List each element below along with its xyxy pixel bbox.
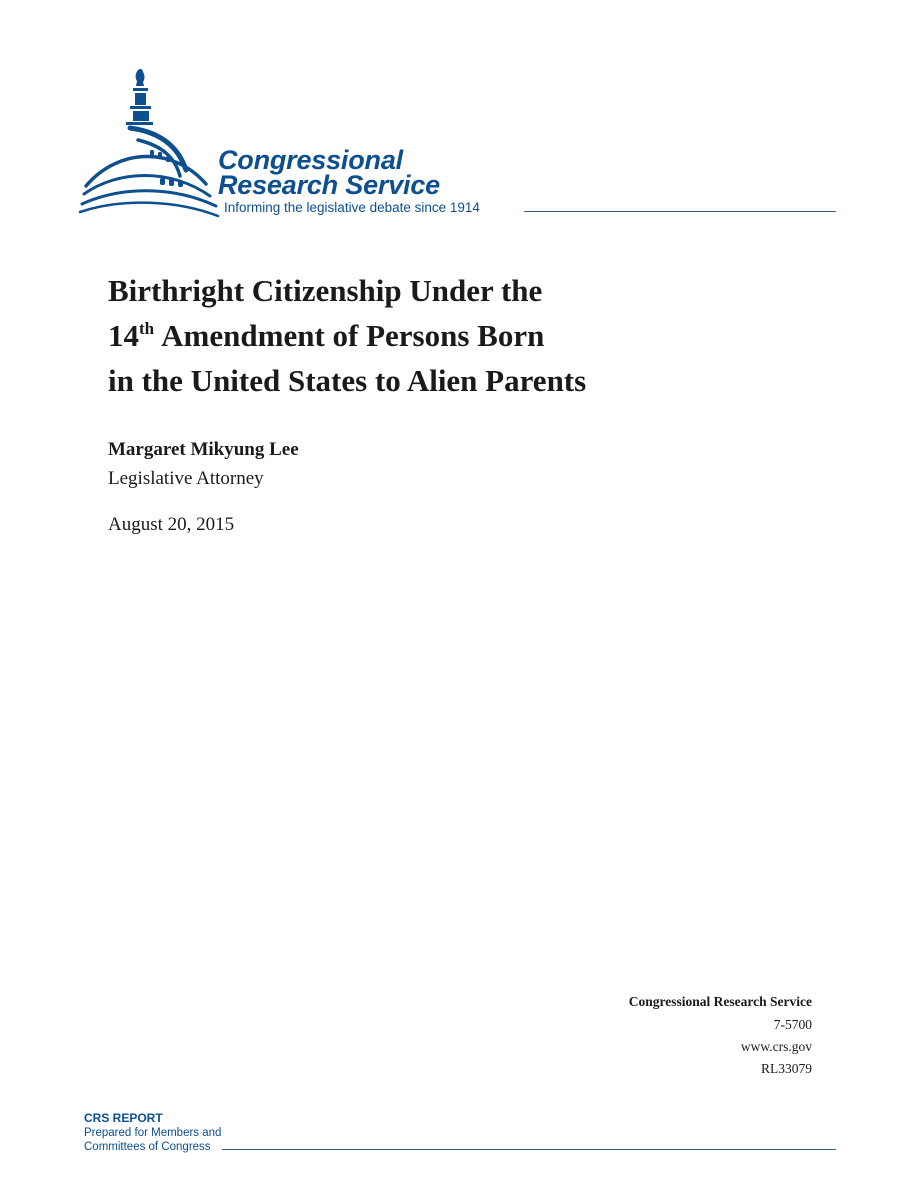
meta-organization: Congressional Research Service: [628, 994, 812, 1009]
footer-divider: [222, 1149, 836, 1150]
title-ordinal-suffix: th: [139, 319, 155, 338]
capitol-dome-icon: [78, 66, 220, 218]
report-date: August 20, 2015: [108, 514, 235, 535]
title-ordinal-number: 14: [108, 318, 139, 353]
meta-website: www.crs.gov: [740, 1039, 812, 1054]
brand-tagline: Informing the legislative debate since 1914: [224, 200, 480, 215]
meta-report-number: RL33079: [760, 1061, 812, 1076]
brand-name-line1: Congressional: [218, 145, 403, 175]
author-role: Legislative Attorney: [108, 468, 264, 489]
title-line-3: in the United States to Alien Parents: [108, 363, 587, 398]
meta-code: 7-5700: [773, 1017, 812, 1032]
title-line-1: Birthright Citizenship Under the: [108, 273, 543, 308]
author-name: Margaret Mikyung Lee: [108, 439, 299, 460]
title-line-2: [108, 313, 748, 358]
footer-line-1: Prepared for Members and: [84, 1127, 222, 1139]
masthead-divider: [524, 211, 836, 212]
title-line-2-text: Amendment of Persons Born: [155, 318, 545, 353]
report-title: [108, 268, 748, 403]
footer-label: CRS REPORT: [84, 1111, 163, 1125]
brand-name-line2: Research Service: [218, 170, 440, 200]
report-meta: [629, 991, 812, 1080]
footer-line-2: Committees of Congress: [84, 1141, 211, 1153]
